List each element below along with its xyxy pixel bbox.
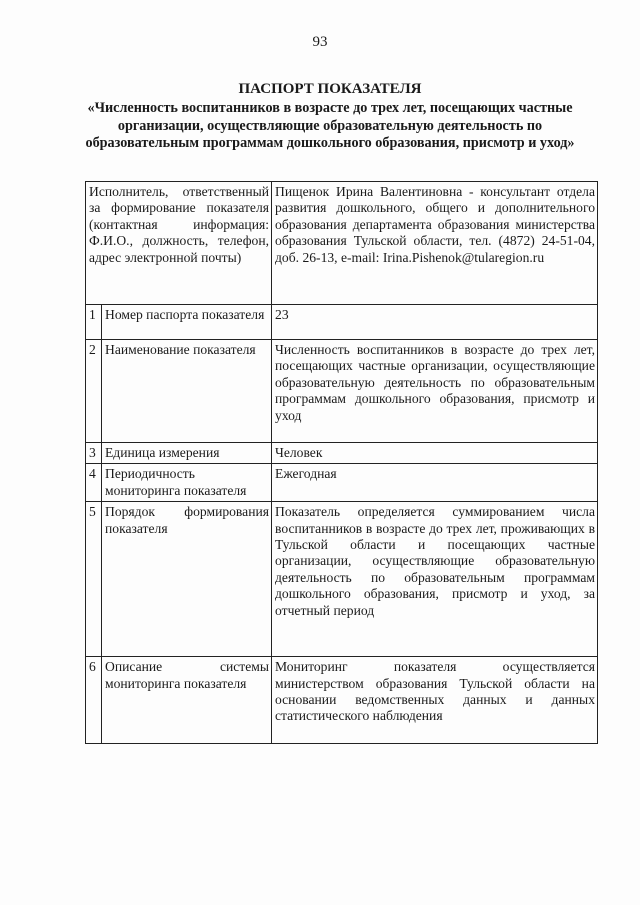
- table-row: [86, 443, 598, 464]
- table-row-executor: [86, 182, 598, 305]
- row-value-cell: Ежегодная: [272, 464, 598, 502]
- row-number-cell: 1: [86, 305, 102, 340]
- row-label-cell: Наименование показателя: [102, 340, 272, 443]
- table-row: [86, 340, 598, 443]
- row-value-cell: Мониторинг показателя осуществляется министерством образования Тульской области на основании ведомственных данных и данных статистического наблюдения: [272, 657, 598, 744]
- row-label-cell: Порядок формирования показателя: [102, 502, 272, 657]
- row-value-cell: 23: [272, 305, 598, 340]
- table-row: [86, 502, 598, 657]
- row-label-cell: Периодичность мониторинга показателя: [102, 464, 272, 502]
- row-value-cell: Показатель определяется суммированием числа воспитанников в возрасте до трех лет, проживающих в Тульской области и посещающих частные организации, осуществляющие образовательную деятельность по образовательным программам дошкольного образования, присмотр и уход, за отчетный период: [272, 502, 598, 657]
- table-row: [86, 657, 598, 744]
- row-label-cell: Номер паспорта показателя: [102, 305, 272, 340]
- row-number-cell: 2: [86, 340, 102, 443]
- row-number-cell: 6: [86, 657, 102, 744]
- row-value-cell: Численность воспитанников в возрасте до трех лет, посещающих частные организации, осуществляющие образовательную деятельность по образовательным программам дошкольного образования, присмотр и уход: [272, 340, 598, 443]
- page-title: ПАСПОРТ ПОКАЗАТЕЛЯ: [238, 81, 422, 97]
- executor-label-cell: Исполнитель, ответственный за формирование показателя (контактная информация: Ф.И.О., должность, телефон, адрес электронной почты): [86, 182, 272, 305]
- passport-table: [85, 181, 598, 744]
- row-label-cell: Описание системы мониторинга показателя: [102, 657, 272, 744]
- document-heading: [80, 80, 580, 153]
- table-row: [86, 305, 598, 340]
- page-subtitle: «Численность воспитанников в возрасте до трех лет, посещающих частные организации, осуществляющие образовательную деятельность по образовательным программам дошкольного образования, присмотр и уход»: [85, 100, 575, 151]
- row-number-cell: 3: [86, 443, 102, 464]
- row-number-cell: 5: [86, 502, 102, 657]
- row-number-cell: 4: [86, 464, 102, 502]
- table-row: [86, 464, 598, 502]
- page-number: 93: [312, 34, 328, 50]
- row-label-cell: Единица измерения: [102, 443, 272, 464]
- executor-value-cell: Пищенок Ирина Валентиновна - консультант отдела развития дошкольного, общего и дополнительного образования департамента образования министерства образования Тульской области, тел. (4872) 24-51-04, доб. 26-13, e-mail: Irina.Pishenok@tularegion.ru: [272, 182, 598, 305]
- row-value-cell: Человек: [272, 443, 598, 464]
